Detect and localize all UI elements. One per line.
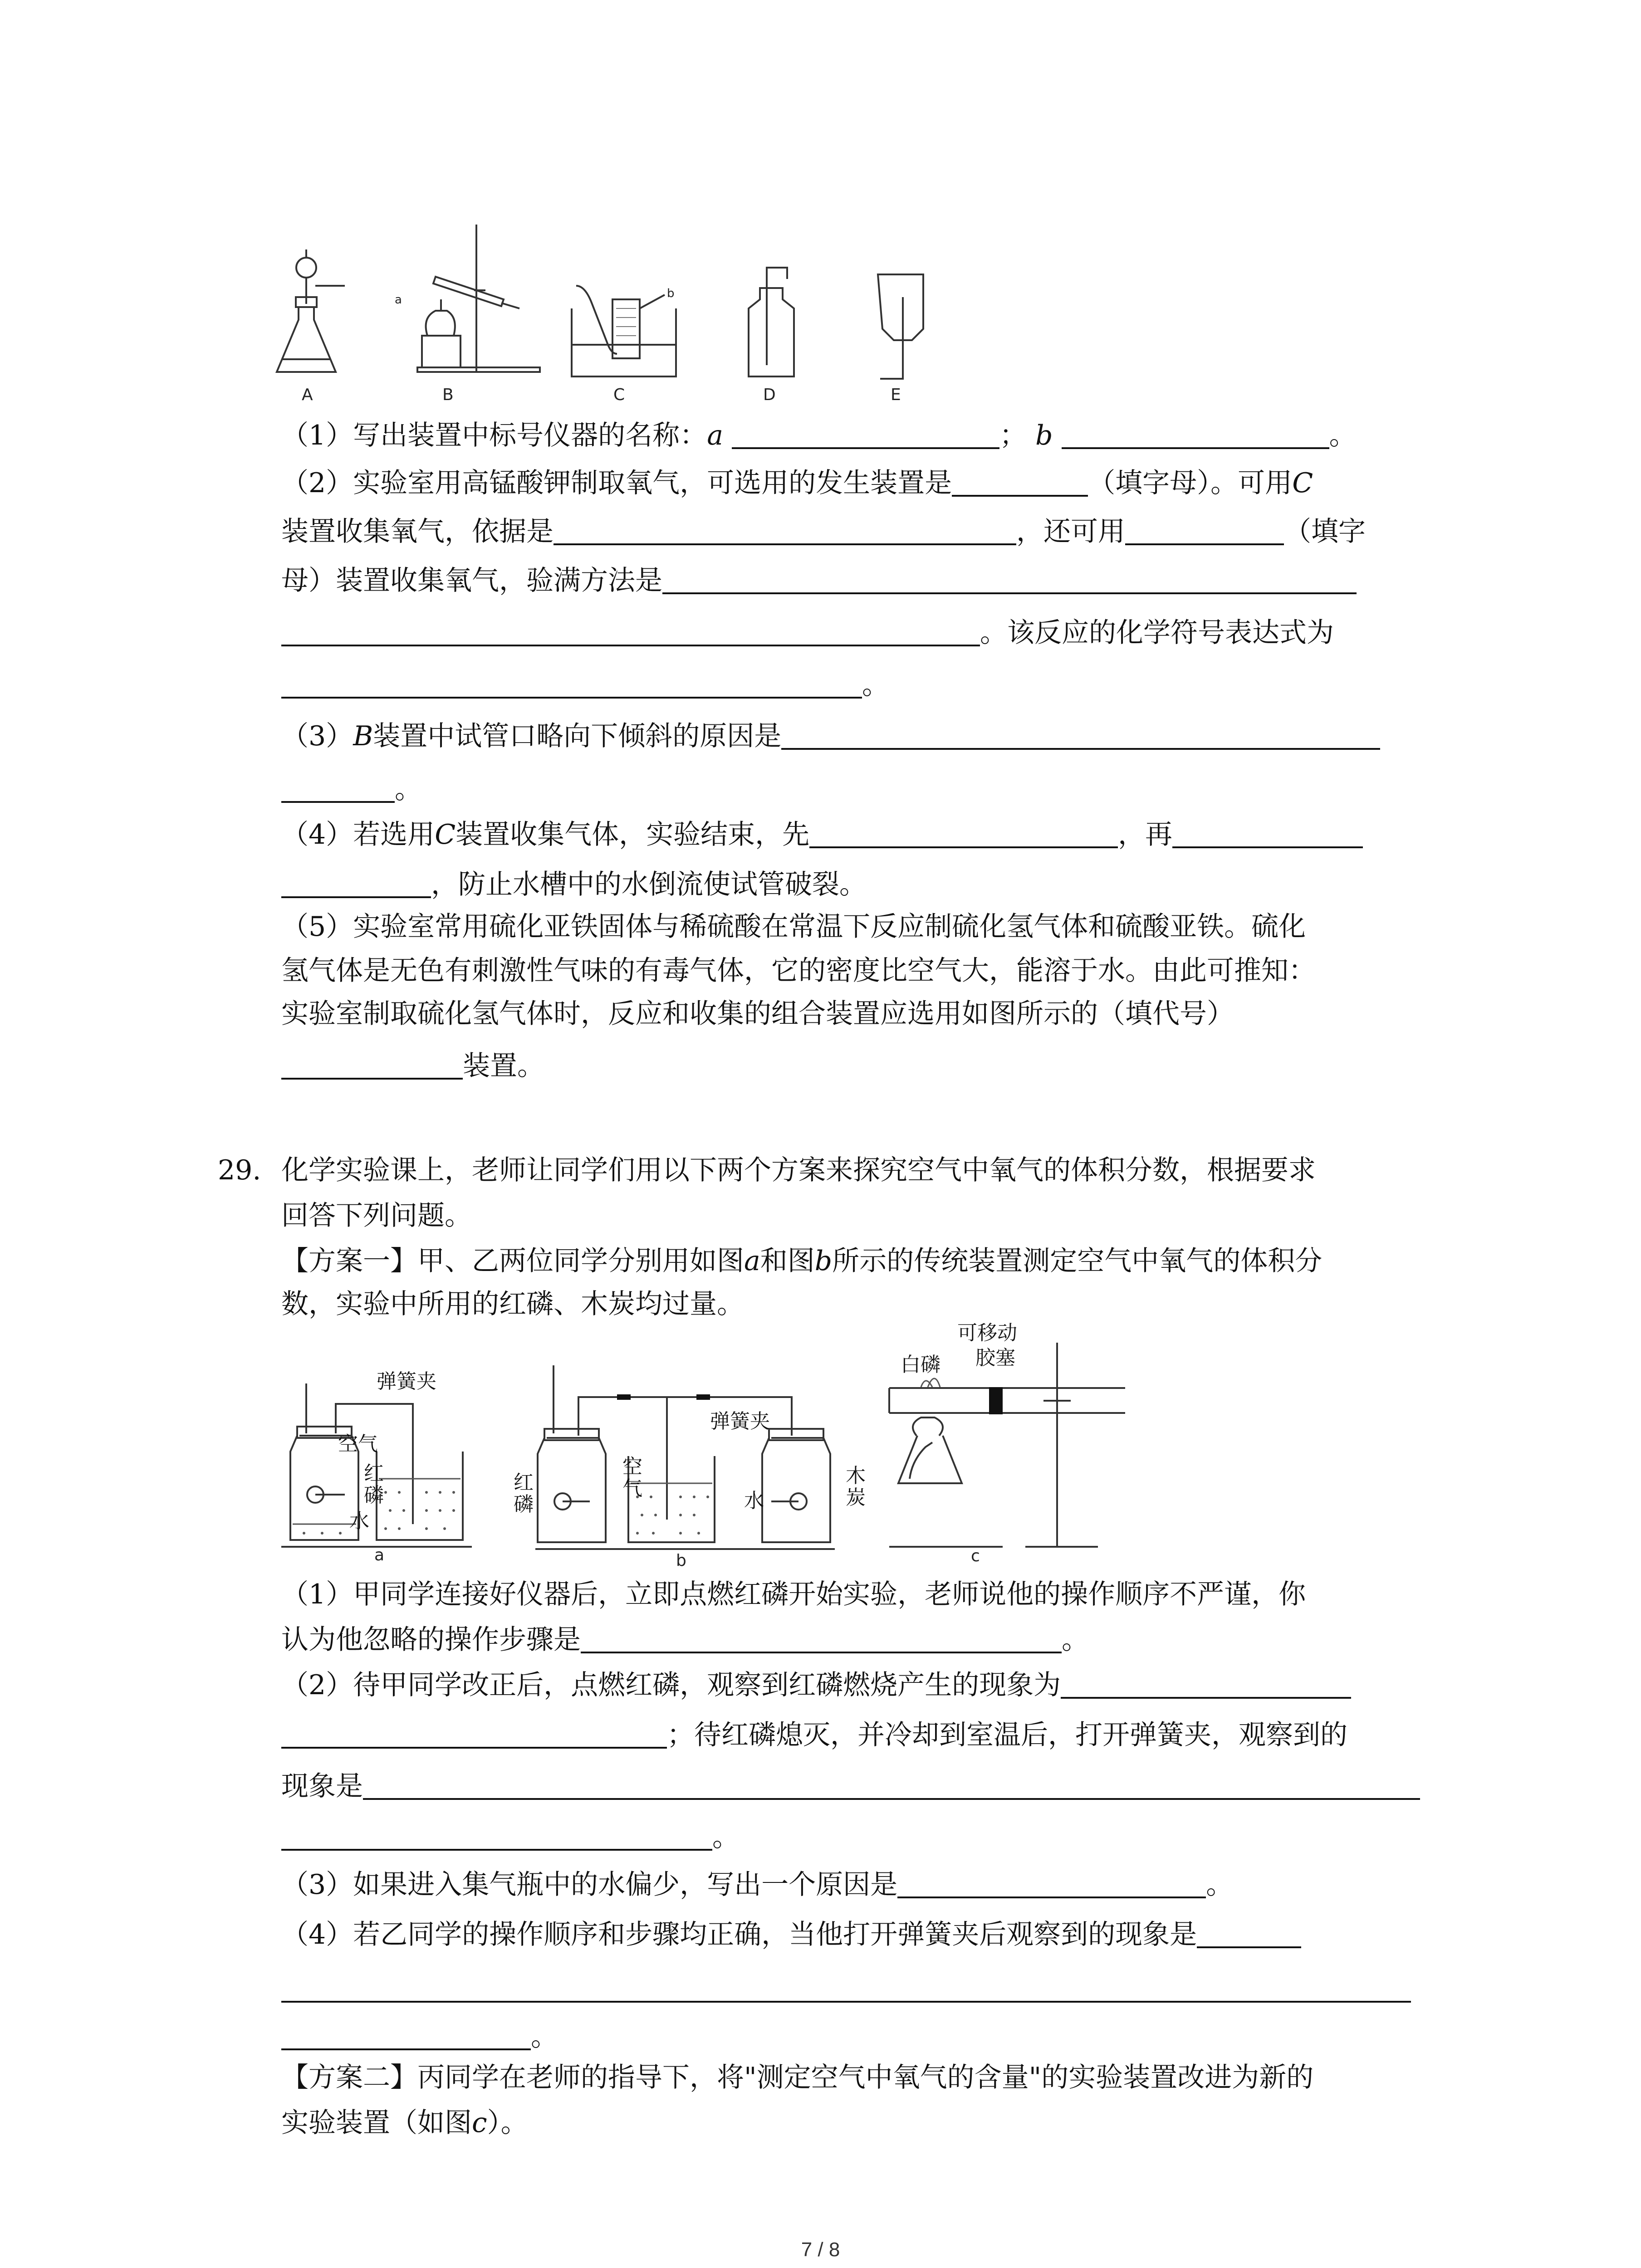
q28-part2-line4: 。该反应的化学符号表达式为 [281, 615, 1334, 651]
fig-a-water: 水 [349, 1510, 369, 1533]
answer-blank[interactable] [1172, 819, 1363, 848]
q29-part2-line4: 。 [281, 1819, 740, 1855]
answer-blank[interactable] [281, 1051, 463, 1080]
fig-b-charcoal: 木炭 [846, 1464, 866, 1509]
answer-blank[interactable] [281, 617, 980, 646]
fig-a-spring-clip: 弹簧夹 [377, 1370, 436, 1393]
q28-part1: （1）写出装置中标号仪器的名称：a ； b 。 [281, 420, 1357, 451]
q28-part2-line5: 。 [281, 667, 889, 703]
q29-stem-line1: 化学实验课上，老师让同学们用以下两个方案来探究空气中氧气的体积分数，根据要求 [281, 1154, 1316, 1186]
answer-blank[interactable] [1125, 516, 1284, 545]
q28-part3: （3）B装置中试管口略向下倾斜的原因是 [281, 718, 1380, 754]
q28-part4: （4）若选用C装置收集气体，实验结束，先 ，再 [281, 816, 1363, 853]
fig-b-red-phosphorus: 红磷 [514, 1471, 534, 1516]
q29-part1-line2: 认为他忽略的操作步骤是 。 [281, 1624, 1089, 1656]
q28-part2-line1: （2）实验室用高锰酸钾制取氧气，可选用的发生装置是 （填字母）。可用C [281, 467, 1313, 499]
answer-blank[interactable] [281, 670, 862, 699]
answer-blank[interactable] [1062, 420, 1329, 449]
answer-blank[interactable] [809, 819, 1118, 848]
answer-blank[interactable] [281, 2021, 531, 2050]
fig-c-plug: 胶塞 [975, 1346, 1015, 1369]
answer-blank[interactable] [952, 468, 1088, 497]
fig-b-spring-clip: 弹簧夹 [710, 1410, 770, 1433]
page-number: 7 / 8 [801, 2239, 840, 2261]
q29-part2-line1: （2）待甲同学改正后，点燃红磷，观察到红磷燃烧产生的现象为 [281, 1667, 1351, 1703]
answer-blank[interactable] [281, 1974, 1411, 2003]
q29-scheme1-line2: 数，实验中所用的红磷、木炭均过量。 [281, 1288, 744, 1320]
caption-d: D [763, 386, 776, 404]
figure-b-apparatus [535, 1361, 862, 1551]
fig-b-water: 水 [744, 1489, 764, 1512]
apparatus-b-stand [390, 222, 554, 386]
q29-scheme1-line1: 【方案一】甲、乙两位同学分别用如图a和图b所示的传统装置测定空气中氧气的体积分 [281, 1245, 1323, 1277]
apparatus-e-bottle [871, 270, 935, 383]
answer-blank[interactable] [1061, 1670, 1351, 1699]
apparatus-c-trough [567, 277, 703, 386]
fig-b-air: 空气 [622, 1455, 642, 1500]
answer-blank[interactable] [732, 420, 999, 449]
label-a: a [395, 293, 402, 307]
caption-e: E [891, 386, 901, 404]
answer-blank[interactable] [554, 516, 1016, 545]
answer-blank[interactable] [1197, 1919, 1301, 1948]
q29-scheme2-line2: 实验装置（如图c）。 [281, 2107, 528, 2139]
apparatus-d-bottle [740, 265, 803, 379]
answer-blank[interactable] [781, 721, 1380, 750]
answer-blank[interactable] [897, 1869, 1206, 1898]
q29-part1-line1: （1）甲同学连接好仪器后，立即点燃红磷开始实验，老师说他的操作顺序不严谨，你 [281, 1579, 1306, 1610]
q29-part2-line3: 现象是 [281, 1768, 1420, 1804]
q28-part2-line3: 母）装置收集氧气，验满方法是 [281, 562, 1357, 599]
q28-part5-line3: 实验室制取硫化氢气体时，反应和收集的组合装置应选用如图所示的（填代号） [281, 998, 1234, 1030]
q28-part3-line2: 。 [281, 771, 422, 807]
q28-part5-line2: 氢气体是无色有刺激性气味的有毒气体，它的密度比空气大，能溶于水。由此可推知： [281, 955, 1316, 987]
fig-c-movable: 可移动 [957, 1321, 1017, 1344]
answer-blank[interactable] [363, 1771, 1420, 1800]
answer-blank[interactable] [281, 1720, 667, 1749]
answer-blank[interactable] [281, 869, 431, 898]
fig-b-caption: b [676, 1551, 686, 1570]
answer-blank[interactable] [281, 1822, 712, 1851]
apparatus-a-flask [272, 240, 354, 386]
fig-a-red-phosphorus: 红磷 [364, 1462, 384, 1507]
fig-a-air: 空气 [338, 1432, 378, 1456]
q29-part4: （4）若乙同学的操作顺序和步骤均正确，当他打开弹簧夹后观察到的现象是 [281, 1916, 1301, 1953]
q29-stem-line2: 回答下列问题。 [281, 1200, 472, 1232]
q29-number: 29. [218, 1154, 261, 1186]
answer-blank[interactable] [281, 774, 395, 803]
q28-part5-line4: 装置。 [281, 1048, 544, 1084]
fig-a-caption: a [374, 1546, 385, 1564]
caption-b: B [442, 386, 454, 404]
q28-part5-line1: （5）实验室常用硫化亚铁固体与稀硫酸在常温下反应制硫化氢气体和硫酸亚铁。硫化 [281, 911, 1306, 943]
answer-blank[interactable] [581, 1624, 1062, 1653]
caption-a: A [302, 386, 313, 404]
caption-c: C [613, 386, 625, 404]
q29-scheme2-line1: 【方案二】丙同学在老师的指导下，将"测定空气中氧气的含量"的实验装置改进为新的 [281, 2062, 1314, 2093]
q28-part4-line2: ，防止水槽中的水倒流使试管破裂。 [281, 866, 867, 903]
q28-part2-line2: 装置收集氧气，依据是 ，还可用 （填字 [281, 516, 1366, 547]
fig-c-white-phosphorus: 白磷 [901, 1353, 941, 1376]
fig-c-caption: c [971, 1547, 980, 1565]
figure-a-apparatus [281, 1379, 495, 1551]
label-b: b [667, 287, 675, 300]
q29-part3: （3）如果进入集气瓶中的水偏少，写出一个原因是 。 [281, 1869, 1234, 1901]
q29-part4-line2 [281, 1971, 1411, 2007]
q29-part2-line2: ；待红磷熄灭，并冷却到室温后，打开弹簧夹，观察到的 [281, 1717, 1347, 1753]
q29-part4-line3: 。 [281, 2019, 558, 2055]
answer-blank[interactable] [662, 565, 1357, 594]
